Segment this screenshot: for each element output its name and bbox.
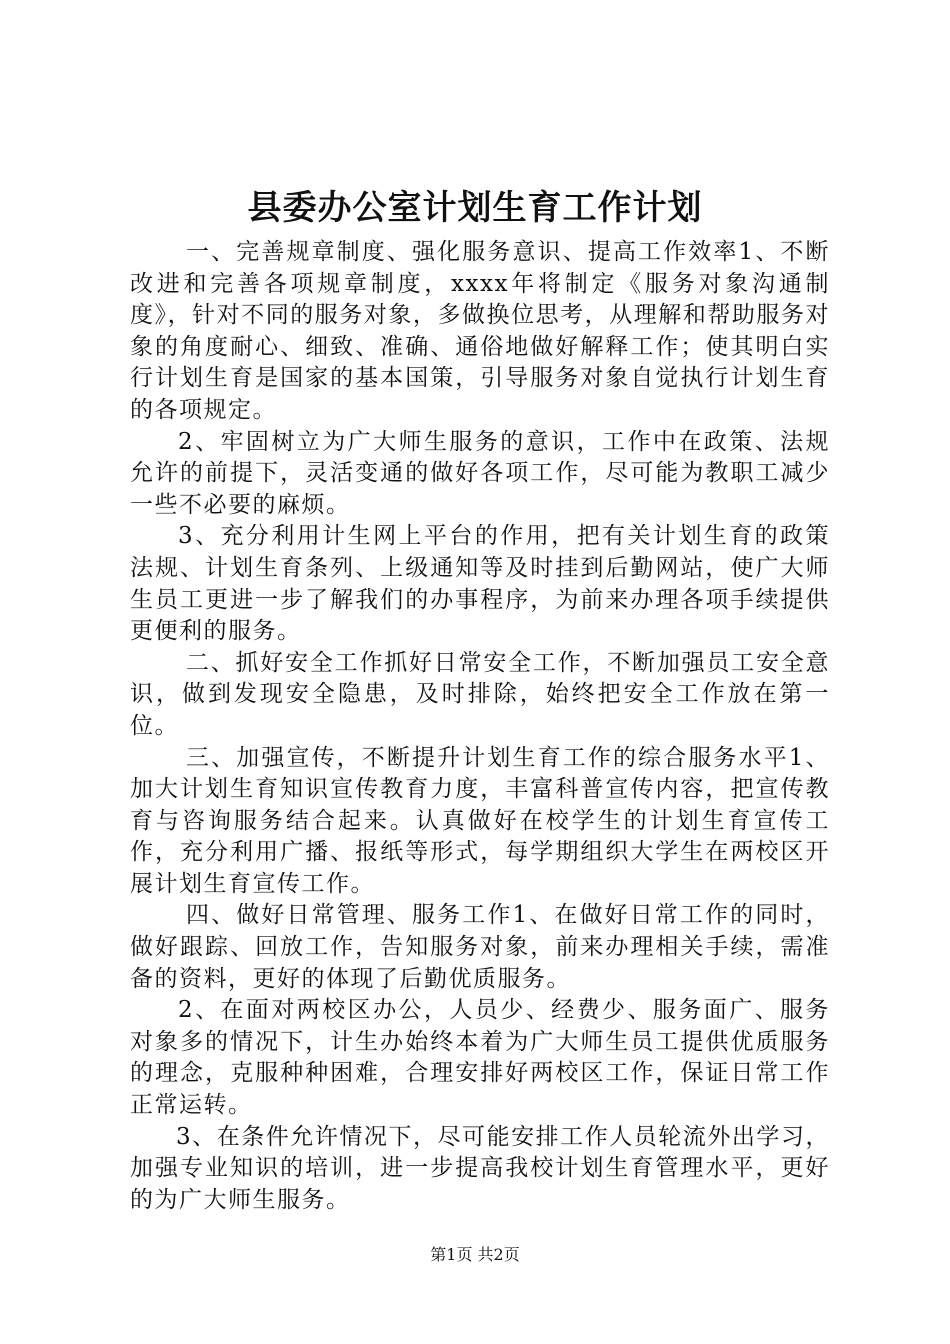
paragraph-item-4-3: 3、在条件允许情况下，尽可能安排工作人员轮流外出学习，加强专业知识的培训，进一步提高我校计划生育管理水平，更好的为广大师生服务。 xyxy=(130,1123,830,1213)
paragraph-section-4: 四、做好日常管理、服务工作1、在做好日常工作的同时，做好跟踪、回放工作，告知服务对象，前来办理相关手续，需准备的资料，更好的体现了后勤优质服务。 xyxy=(130,902,830,992)
document-title: 县委办公室计划生育工作计划 xyxy=(247,188,703,228)
paragraph-item-4-2: 2、在面对两校区办公，人员少、经费少、服务面广、服务对象多的情况下，计生办始终本着为广大师生员工提供优质服务的理念，克服种种困难，合理安排好两校区工作，保证日常工作正常运转。 xyxy=(130,997,830,1119)
paragraph-section-2: 二、抓好安全工作抓好日常安全工作，不断加强员工安全意识，做到发现安全隐患，及时排除，始终把安全工作放在第一位。 xyxy=(130,649,830,739)
paragraph-section-1: 一、完善规章制度、强化服务意识、提高工作效率1、不断改进和完善各项规章制度，xxxx年将制定《服务对象沟通制度》，针对不同的服务对象，多做换位思考，从理解和帮助服务对象的角度耐心、细致、准确、通俗地做好解释工作；使其明白实行计划生育是国家的基本国策，引导服务对象自觉执行计划生育的各项规定。 xyxy=(130,239,830,423)
paragraph-item-1-3: 3、充分利用计生网上平台的作用，把有关计划生育的政策法规、计划生育条列、上级通知等及时挂到后勤网站，使广大师生员工更进一步了解我们的办事程序，为前来办理各项手续提供更便利的服务。 xyxy=(130,523,830,645)
document-body xyxy=(130,237,830,1216)
paragraph-section-3: 三、加强宣传，不断提升计划生育工作的综合服务水平1、加大计划生育知识宣传教育力度，丰富科普宣传内容，把宣传教育与咨询服务结合起来。认真做好在校学生的计划生育宣传工作，充分利用广播、报纸等形式，每学期组织大学生在两校区开展计划生育宣传工作。 xyxy=(130,744,830,897)
page-number-footer: 第1页 共2页 xyxy=(430,1245,520,1264)
paragraph-item-1-2: 2、牢固树立为广大师生服务的意识，工作中在政策、法规允许的前提下，灵活变通的做好各项工作，尽可能为教职工减少一些不必要的麻烦。 xyxy=(130,428,830,518)
